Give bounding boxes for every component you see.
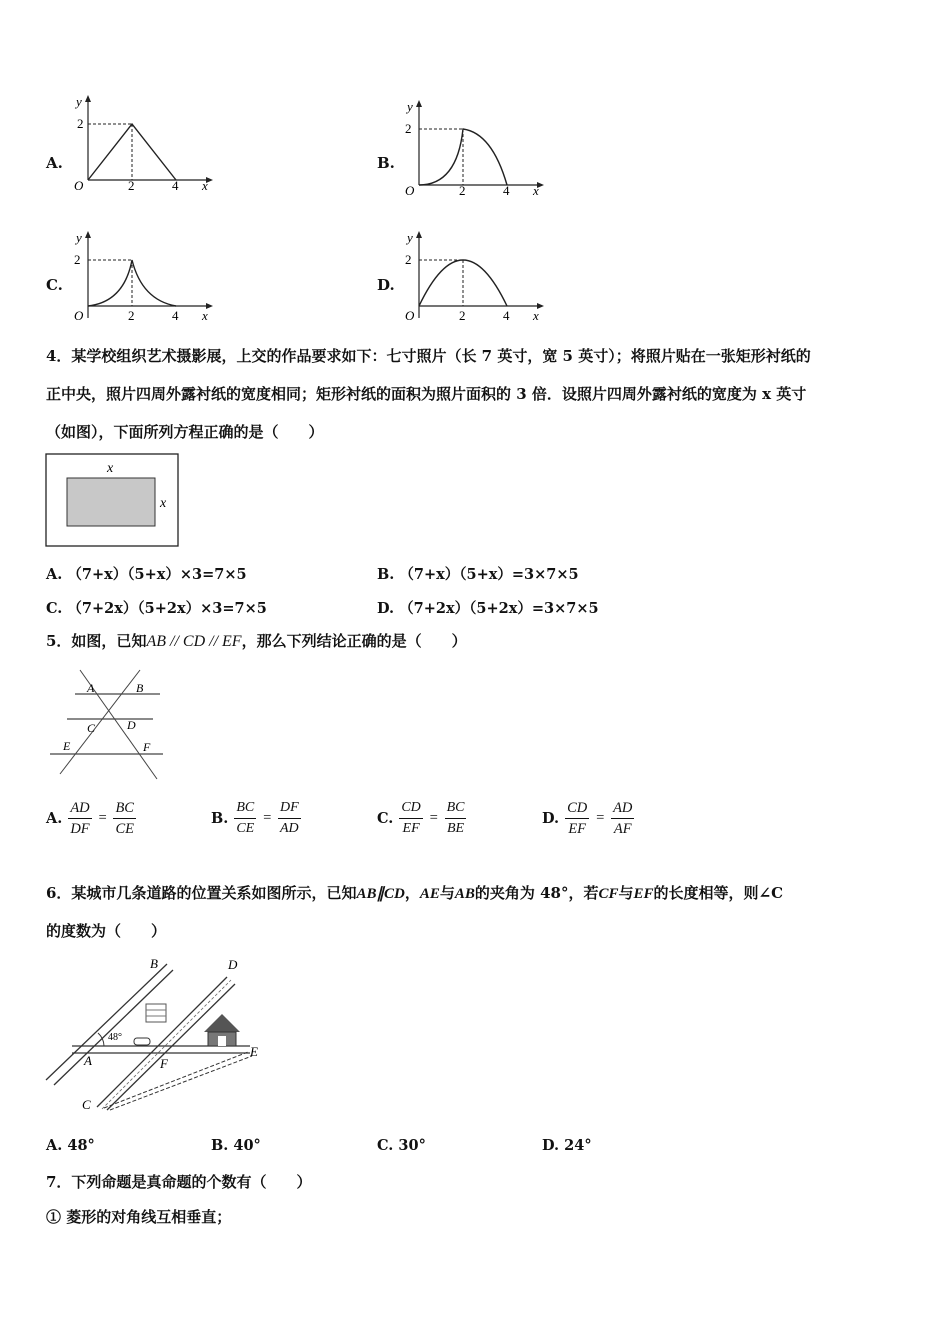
option-d-letter: D. — [377, 276, 395, 294]
x-tick-2: 2 — [128, 178, 135, 192]
y-tick-2: 2 — [77, 116, 84, 131]
q5-option-a: A. $\frac{AD}{DF}$ = $\frac{BC}{CE}$ — [46, 800, 134, 837]
y-axis-label: y — [407, 99, 413, 114]
y-tick-2: 2 — [405, 252, 412, 267]
graph-option-b — [397, 97, 547, 197]
label-D: D — [127, 718, 136, 732]
y-tick-2: 2 — [405, 121, 412, 136]
q4-text-line2: 正中央，照片四周外露衬纸的宽度相同；矩形衬纸的面积为照片面积的 3 倍．设照片四周外露衬纸的宽度为 x 英寸 — [46, 385, 807, 403]
x-tick-2: 2 — [459, 308, 466, 323]
label-E: E — [63, 739, 71, 753]
q5-option-c: C. $\frac{CD}{EF}$ = $\frac{BC}{BE}$ — [377, 800, 465, 836]
graph-option-a — [66, 92, 216, 192]
y-axis-label: y — [76, 94, 82, 109]
option-a-letter: A. — [46, 154, 63, 172]
q7-text: 7．下列命题是真命题的个数有（ ） — [46, 1173, 312, 1191]
x-tick-4: 4 — [172, 308, 179, 323]
label-A: A — [84, 1053, 92, 1068]
option-b-letter: B. — [377, 154, 395, 172]
label-C: C — [87, 721, 96, 735]
q4-option-a: A. （7+x）（5+x）×3=7×5 — [46, 566, 247, 583]
q6-text-line2: 的度数为（ ） — [46, 922, 167, 940]
x-axis-label: x — [533, 183, 539, 197]
origin-label: O — [74, 308, 84, 323]
q5-text: 5．如图，已知AB // CD // EF，那么下列结论正确的是（ ） — [46, 632, 467, 650]
q4-option-b: B. （7+x）（5+x）=3×7×5 — [377, 566, 579, 583]
width-label-right: x — [160, 496, 167, 511]
label-A: A — [87, 681, 95, 695]
label-E: E — [250, 1044, 258, 1059]
x-tick-2: 2 — [128, 308, 135, 323]
label-D: D — [228, 957, 238, 972]
x-axis-label: x — [533, 308, 539, 323]
y-axis-label: y — [407, 230, 413, 245]
origin-label: O — [405, 308, 415, 323]
q6-option-d: D. 24° — [542, 1137, 592, 1154]
label-B: B — [150, 956, 158, 971]
q5-option-d: D. $\frac{CD}{EF}$ = $\frac{AD}{AF}$ — [542, 800, 633, 837]
graph-option-c — [66, 228, 216, 328]
q5-parallel-lines-figure — [45, 664, 170, 782]
q4-photo-figure — [45, 453, 180, 548]
x-axis-label: x — [202, 308, 208, 323]
label-C: C — [82, 1097, 91, 1112]
q4-option-c: C. （7+2x）（5+2x）×3=7×5 — [46, 600, 267, 617]
q6-text-line1: 6．某城市几条道路的位置关系如图所示，已知AB∥CD，AE与AB的夹角为 48°，若CF与EF的长度相等，则∠C — [46, 884, 784, 902]
x-axis-label: x — [202, 178, 208, 192]
x-tick-4: 4 — [503, 183, 510, 197]
q6-option-a: A. 48° — [46, 1137, 95, 1154]
q7-item-1: ① 菱形的对角线互相垂直； — [46, 1208, 232, 1226]
q6-option-c: C. 30° — [377, 1137, 426, 1154]
graph-option-d — [397, 228, 547, 328]
q4-text-line3: （如图），下面所列方程正确的是（ ） — [46, 423, 324, 441]
angle-48-label: 48° — [108, 1032, 122, 1043]
x-tick-2: 2 — [459, 183, 466, 197]
y-tick-2: 2 — [74, 252, 81, 267]
width-label-top: x — [107, 461, 114, 476]
q4-option-d: D. （7+2x）（5+2x）=3×7×5 — [377, 600, 599, 617]
q4-text-line1: 4．某学校组织艺术摄影展，上交的作品要求如下：七寸照片（长 7 英寸，宽 5 英寸）；将照片贴在一张矩形衬纸的 — [46, 347, 811, 365]
q5-option-b: B. $\frac{BC}{CE}$ = $\frac{DF}{AD}$ — [211, 800, 299, 836]
x-tick-4: 4 — [172, 178, 179, 192]
label-B: B — [136, 681, 144, 695]
q6-option-b: B. 40° — [211, 1137, 261, 1154]
label-F: F — [143, 740, 151, 754]
y-axis-label: y — [76, 230, 82, 245]
option-c-letter: C. — [46, 276, 63, 294]
x-tick-4: 4 — [503, 308, 510, 323]
origin-label: O — [405, 183, 415, 197]
q6-roads-figure — [42, 952, 272, 1118]
label-F: F — [160, 1056, 168, 1071]
origin-label: O — [74, 178, 84, 192]
